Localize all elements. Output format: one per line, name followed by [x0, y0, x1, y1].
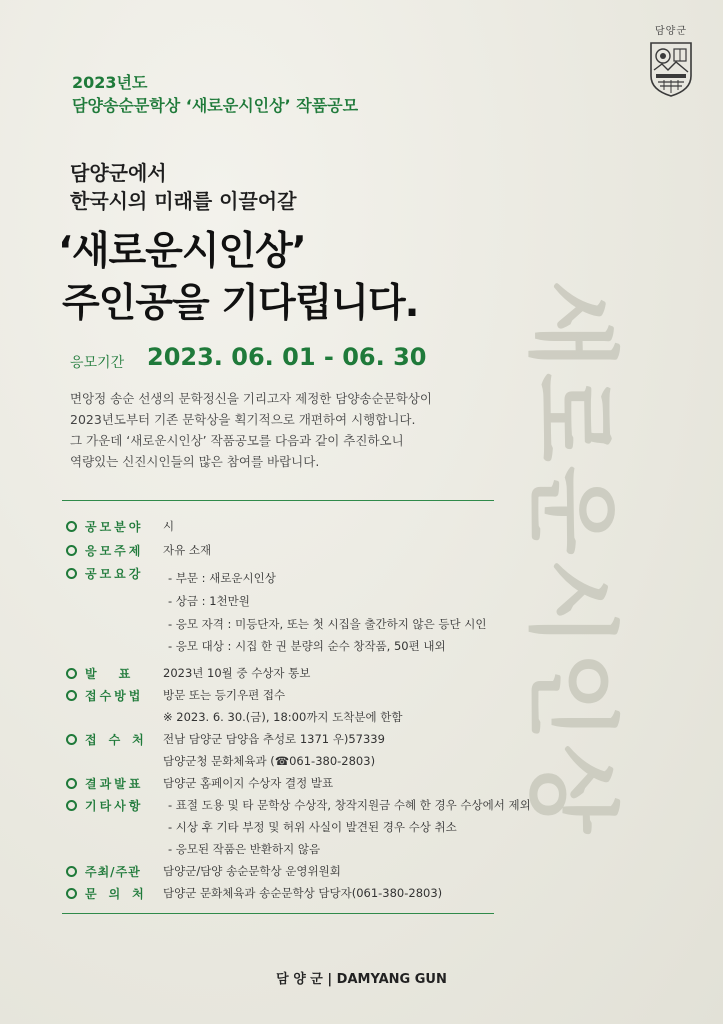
bullet-circle-icon — [66, 545, 77, 556]
info-value: 자유 소재 — [163, 543, 212, 557]
calligraphy-watermark — [470, 260, 720, 880]
headline-main-1: ‘새로운시인상’ — [58, 229, 306, 274]
divider-bottom — [62, 913, 494, 914]
calligraphy-text: 새로운시인상 — [518, 280, 626, 838]
info-label: 문의처 — [66, 885, 156, 902]
bullet-circle-icon — [66, 888, 77, 899]
info-label: 기타사항 — [66, 797, 143, 814]
bullet-circle-icon — [66, 690, 77, 701]
footer-brand: 담 양 군 | DAMYANG GUN — [276, 972, 447, 987]
headline-sub-1: 담양군에서 — [70, 161, 167, 185]
info-value: 전남 담양군 담양읍 추성로 1371 우)57339 — [163, 732, 385, 746]
info-label: 응모주제 — [66, 542, 143, 559]
intro-line: 그 가운데 ‘새로운시인상’ 작품공모를 다음과 같이 추진하오니 — [70, 433, 404, 448]
info-label: 접수방법 — [66, 687, 143, 704]
info-label: 공모분야 — [66, 518, 143, 535]
info-value: 시 — [163, 519, 175, 533]
county-emblem — [645, 22, 697, 98]
divider-top — [62, 500, 494, 501]
info-value: 방문 또는 등기우편 접수 — [163, 688, 286, 702]
info-label: 공모요강 — [66, 565, 143, 582]
bullet-circle-icon — [66, 734, 77, 745]
info-value: 담양군/담양 송순문학상 운영위원회 — [163, 864, 341, 878]
bullet-circle-icon — [66, 668, 77, 679]
contest-year: 2023년도 — [72, 73, 148, 92]
bullet-circle-icon — [66, 521, 77, 532]
info-label: 주최/주관 — [66, 863, 141, 880]
intro-line: 면앙정 송순 선생의 문학정신을 기리고자 제정한 담양송순문학상이 — [70, 391, 432, 406]
info-value: 담양군 문화체육과 송순문학상 담당자(061-380-2803) — [163, 886, 443, 900]
info-value: 담양군 홈페이지 수상자 결정 발표 — [163, 776, 334, 790]
intro-paragraph — [70, 388, 490, 472]
damyang-emblem-icon — [648, 40, 694, 98]
contest-title: 담양송순문학상 ‘새로운시인상’ 작품공모 — [72, 96, 359, 115]
bullet-circle-icon — [66, 568, 77, 579]
bullet-circle-icon — [66, 866, 77, 877]
headline-main-2: 주인공을 기다립니다. — [62, 281, 419, 326]
headline-sub-2: 한국시의 미래를 이끌어갈 — [70, 189, 297, 213]
period-value: 2023. 06. 01 - 06. 30 — [147, 343, 427, 371]
intro-line: 역량있는 신진시인들의 많은 참여를 바랍니다. — [70, 454, 320, 469]
info-value: 2023년 10월 중 수상자 통보 — [163, 666, 311, 680]
bullet-circle-icon — [66, 800, 77, 811]
bullet-circle-icon — [66, 778, 77, 789]
info-label: 발표 — [66, 665, 152, 682]
period-label: 응모기간 — [70, 355, 125, 371]
intro-line: 2023년도부터 기존 문학상을 획기적으로 개편하여 시행합니다. — [70, 412, 416, 427]
info-label: 접수처 — [66, 731, 156, 748]
info-label: 결과발표 — [66, 775, 143, 792]
emblem-name: 담양군 — [655, 26, 687, 37]
